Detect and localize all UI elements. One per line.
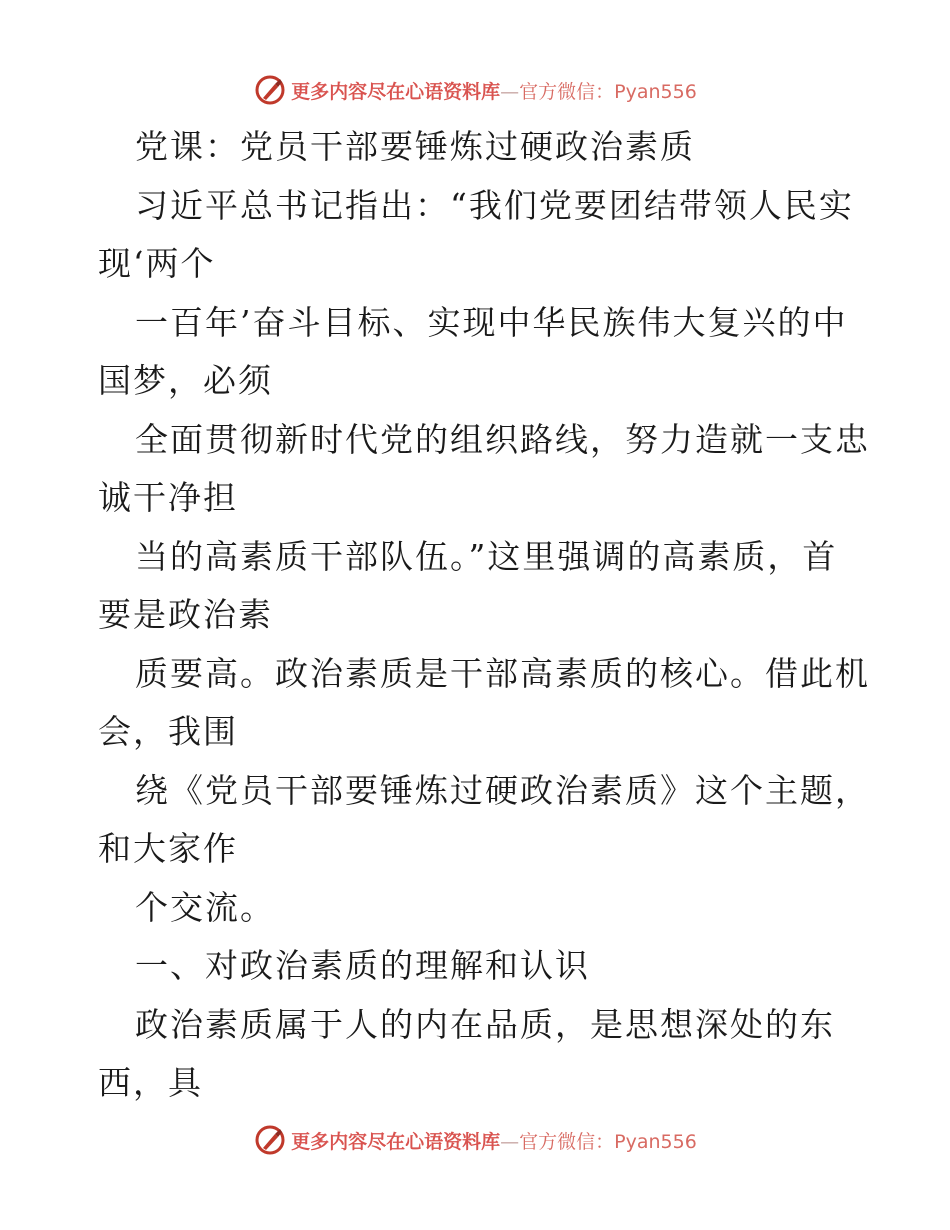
paragraph-line: 质要高。政治素质是干部高素质的核心。借此机 <box>135 654 870 693</box>
paragraph-line: 一百年’奋斗目标、实现中华民族伟大复兴的中 <box>135 303 848 342</box>
section-heading: 一、对政治素质的理解和认识 <box>135 946 590 985</box>
watermark-dash: — <box>500 1130 520 1153</box>
watermark-text <box>291 1127 697 1154</box>
paragraph-line: 国梦，必须 <box>98 361 273 400</box>
paragraph-line: 和大家作 <box>98 829 238 868</box>
watermark-text <box>291 77 697 104</box>
watermark-dash: — <box>500 80 520 103</box>
paragraph-line: 诚干净担 <box>98 478 238 517</box>
paragraph-line: 个交流。 <box>135 888 275 927</box>
watermark-lead: 更多内容尽在心语资料库 <box>291 1130 501 1153</box>
watermark-banner-bottom <box>0 1120 950 1160</box>
paragraph-line: 习近平总书记指出：“我们党要团结带领人民实 <box>135 186 854 225</box>
watermark-lead: 更多内容尽在心语资料库 <box>291 80 501 103</box>
watermark-wechat: 官方微信：Pyan556 <box>519 1130 697 1153</box>
watermark-wechat: 官方微信：Pyan556 <box>519 80 697 103</box>
paragraph-line: 绕《党员干部要锤炼过硬政治素质》这个主题， <box>135 771 870 810</box>
pen-nib-circle-icon <box>253 1123 287 1157</box>
paragraph-line: 要是政治素 <box>98 595 273 634</box>
paragraph-line: 全面贯彻新时代党的组织路线，努力造就一支忠 <box>135 420 870 459</box>
document-title: 党课：党员干部要锤炼过硬政治素质 <box>135 127 695 166</box>
paragraph-line: 会，我围 <box>98 712 238 751</box>
paragraph-line: 当的高素质干部队伍。”这里强调的高素质，首 <box>135 537 838 576</box>
paragraph-line: 现‘两个 <box>98 244 216 283</box>
paragraph-line: 政治素质属于人的内在品质，是思想深处的东 <box>135 1005 835 1044</box>
watermark-banner-top <box>0 70 950 110</box>
pen-nib-circle-icon <box>253 73 287 107</box>
paragraph-line: 西，具 <box>98 1063 203 1102</box>
